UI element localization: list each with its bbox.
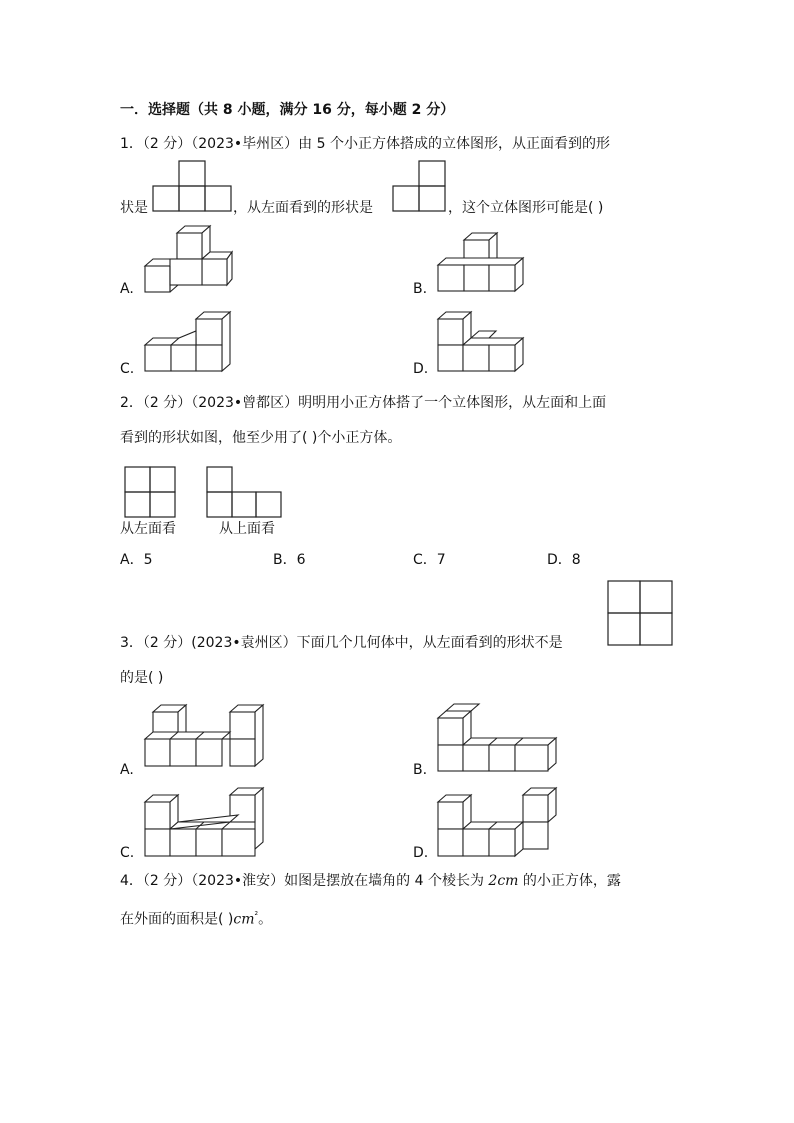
q1-option-a-figure[interactable]: [143, 224, 243, 294]
q4-unit-power: ²: [254, 911, 259, 921]
q3-option-b-figure[interactable]: [436, 700, 561, 775]
q2-top-view-figure: [206, 466, 282, 518]
q3-option-d-figure[interactable]: [436, 785, 561, 860]
q3-option-c-figure[interactable]: [143, 785, 268, 860]
q1-option-b-figure[interactable]: [436, 228, 536, 298]
q3-line1: 3．（2 分）(2023•袁州区）下面几个几何体中，从左面看到的形状不是: [120, 635, 563, 651]
section-heading: 一．选择题（共 8 小题，满分 16 分，每小题 2 分）: [120, 102, 455, 118]
q3-option-a-figure[interactable]: [143, 700, 268, 775]
q3-option-d-label[interactable]: D.: [413, 845, 429, 861]
q2-caption-left: 从左面看: [120, 521, 176, 537]
q1-front-view-figure: [152, 160, 232, 212]
q1-number: 1．: [120, 136, 143, 152]
q1-text: （2 分）（2023•毕州区）由 5 个小正方体搭成的立体图形，从正面看到的形: [142, 136, 610, 152]
q3-line2: 的是( ): [120, 670, 164, 686]
q2-left-view-figure: [124, 466, 176, 518]
q3-reference-figure: [607, 580, 673, 646]
q1-prefix: 状是: [120, 200, 148, 216]
q2-option-b[interactable]: B．6: [273, 552, 306, 568]
q1-option-d-label[interactable]: D.: [413, 361, 429, 377]
q1-option-a-label[interactable]: A.: [120, 281, 134, 297]
q3-option-a-label[interactable]: A.: [120, 762, 134, 778]
q4-line1-c: 的小正方体，露: [518, 873, 621, 889]
q1-option-c-figure[interactable]: [143, 309, 243, 379]
q1-option-b-label[interactable]: B.: [413, 281, 428, 297]
q1-suffix: ，这个立体图形可能是( ): [448, 200, 604, 216]
q3-option-b-label[interactable]: B.: [413, 762, 428, 778]
q4-line1: [120, 871, 621, 891]
q3-option-c-label[interactable]: C.: [120, 845, 135, 861]
q4-line2-a: 在外面的面积是( ): [120, 911, 234, 928]
q2-caption-top: 从上面看: [219, 521, 275, 537]
q4-line2-d: 。: [258, 911, 273, 928]
q1-option-d-figure[interactable]: [436, 309, 536, 379]
q2-option-c[interactable]: C．7: [413, 552, 446, 568]
q1-left-view-figure: [392, 160, 446, 212]
q1-option-c-label[interactable]: C.: [120, 361, 135, 377]
q4-line2: [120, 906, 272, 930]
q2-line2: 看到的形状如图，他至少用了( )个小正方体。: [120, 430, 402, 446]
q4-unit: cm: [233, 911, 255, 928]
q2-option-a[interactable]: A．5: [120, 552, 153, 568]
q1-line1: [120, 134, 610, 154]
q4-line1-a: 4．（2 分）（2023•淮安）如图是摆放在墙角的 4 个棱长为: [120, 873, 489, 889]
q2-line1: 2．（2 分）（2023•曾都区）明明用小正方体搭了一个立体图形，从左面和上面: [120, 395, 607, 411]
q1-mid: ，从左面看到的形状是: [233, 200, 373, 216]
q4-unit-value: 2cm: [488, 873, 519, 889]
q2-option-d[interactable]: D．8: [547, 552, 581, 568]
